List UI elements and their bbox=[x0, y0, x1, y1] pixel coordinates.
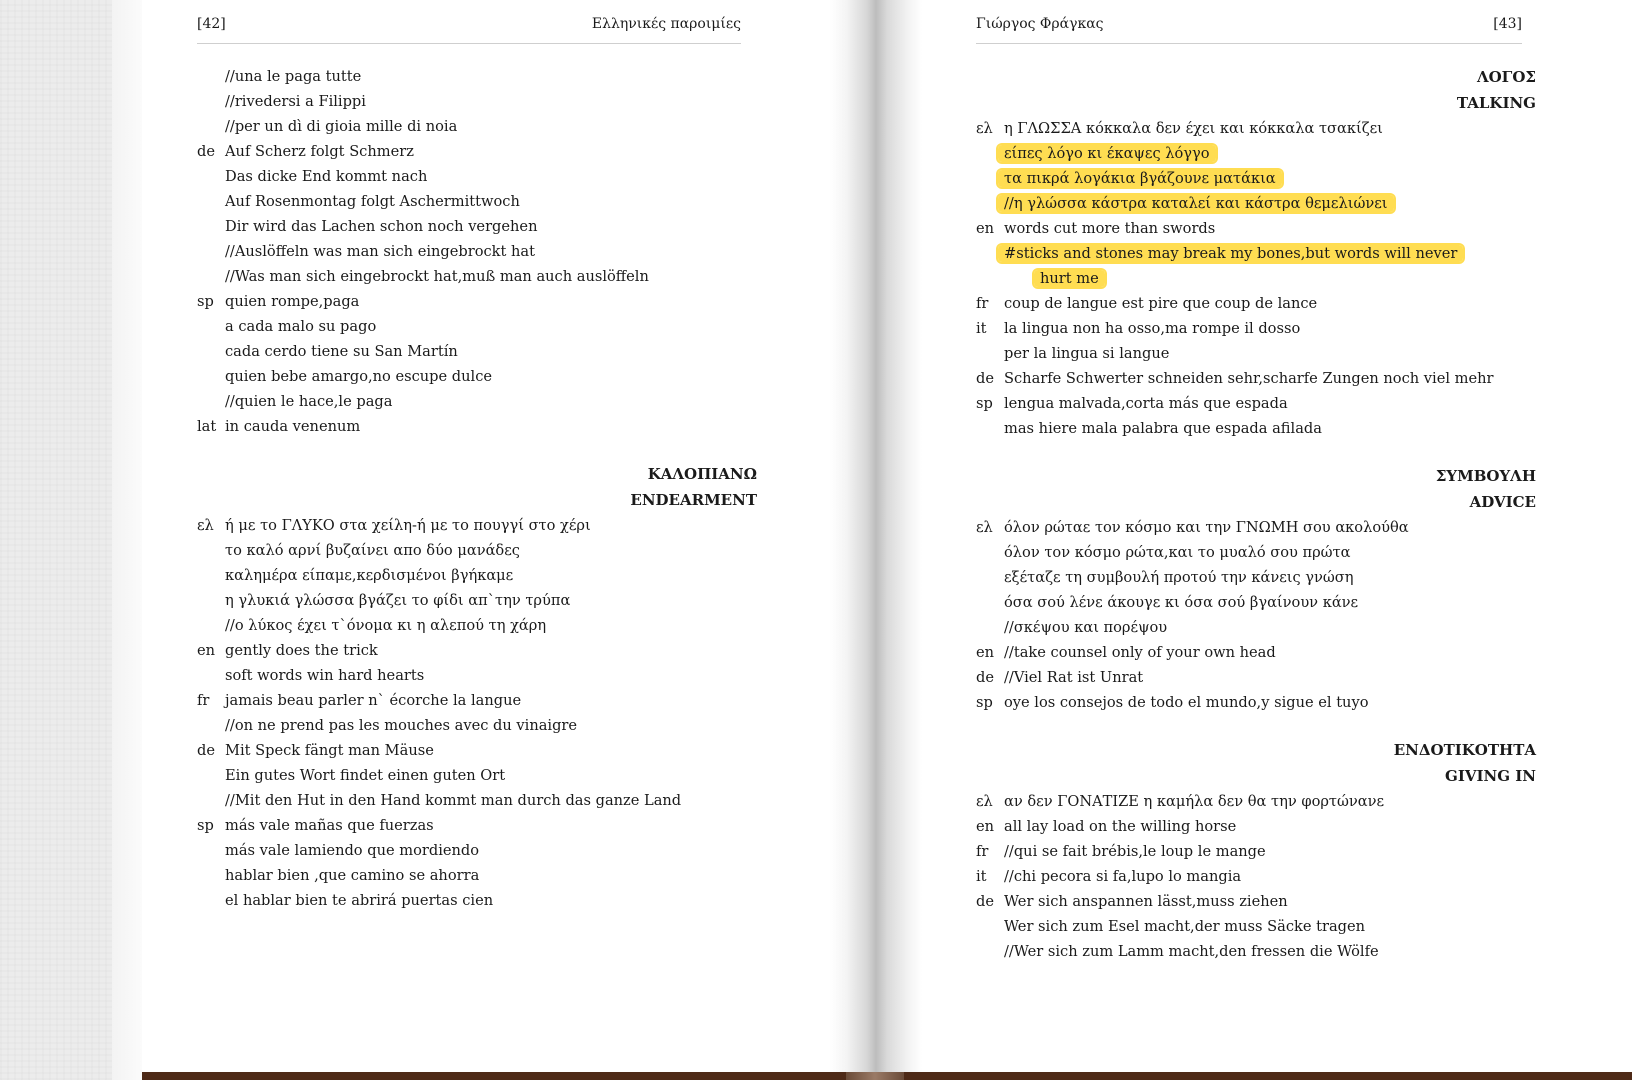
language-code: sp bbox=[976, 694, 993, 711]
proverb-text: όλον τον κόσμο ρώτα,και το μυαλό σου πρώτα bbox=[1004, 544, 1351, 561]
proverb-text: más vale lamiendo que mordiendo bbox=[225, 842, 480, 859]
language-code: de bbox=[976, 669, 994, 686]
language-code: sp bbox=[197, 293, 214, 310]
proverb-line[interactable] bbox=[976, 665, 1536, 690]
proverb-line[interactable] bbox=[197, 638, 757, 663]
proverb-text: words cut more than swords bbox=[1004, 220, 1216, 237]
proverb-line[interactable] bbox=[197, 64, 757, 89]
proverb-list bbox=[197, 513, 757, 913]
proverb-text: καλημέρα είπαμε,κερδισμένοι βγήκαμε bbox=[225, 567, 514, 584]
proverb-text: hablar bien ,que camino se ahorra bbox=[225, 867, 480, 884]
proverb-line[interactable] bbox=[197, 688, 757, 713]
proverb-text: //ο λύκος έχει τ`όνομα κι η αλεπού τη χάρη bbox=[225, 617, 547, 634]
language-code: de bbox=[197, 143, 215, 160]
language-code: it bbox=[976, 320, 987, 337]
proverb-list bbox=[976, 789, 1536, 964]
proverb-text: //Mit den Hut in den Hand kommt man durch das ganze Land bbox=[225, 792, 682, 809]
proverb-text: a cada malo su pago bbox=[225, 318, 377, 335]
proverb-text: oye los consejos de todo el mundo,y sigue el tuyo bbox=[1004, 694, 1369, 711]
proverb-text: la lingua non ha osso,ma rompe il dosso bbox=[1004, 320, 1301, 337]
proverb-line[interactable] bbox=[197, 513, 757, 538]
proverb-text: lengua malvada,corta más que espada bbox=[1004, 395, 1288, 412]
proverb-line[interactable] bbox=[197, 389, 757, 414]
proverb-text: más vale mañas que fuerzas bbox=[225, 817, 434, 834]
page-number: [43] bbox=[1493, 16, 1522, 32]
proverb-line[interactable] bbox=[197, 314, 757, 339]
library-background bbox=[0, 0, 112, 1080]
proverb-text: η γλυκιά γλώσσα βγάζει το φίδι απ`την τρύπα bbox=[225, 592, 571, 609]
proverb-line[interactable] bbox=[197, 863, 757, 888]
language-code: en bbox=[976, 220, 995, 237]
language-code: fr bbox=[976, 295, 989, 312]
proverb-text: //Wer sich zum Lamm macht,den fressen die Wölfe bbox=[1004, 943, 1379, 960]
proverb-text: jamais beau parler n` écorche la langue bbox=[225, 692, 522, 709]
proverb-line[interactable] bbox=[197, 713, 757, 738]
proverb-line[interactable] bbox=[197, 563, 757, 588]
proverb-line[interactable] bbox=[197, 189, 757, 214]
section-title-greek: ΚΑΛΟΠΙΑΝΩ bbox=[647, 465, 757, 483]
page-body[interactable] bbox=[197, 64, 757, 913]
language-code: de bbox=[976, 370, 994, 387]
right-page[interactable] bbox=[904, 0, 1632, 1072]
proverb-line[interactable] bbox=[976, 515, 1536, 540]
proverb-line[interactable] bbox=[197, 339, 757, 364]
proverb-text: Scharfe Schwerter schneiden sehr,scharfe Zungen noch viel mehr bbox=[1004, 370, 1494, 387]
proverb-text: αν δεν ΓΟΝΑΤΙΖΕ η καμήλα δεν θα την φορτώνανε bbox=[1004, 793, 1385, 810]
proverb-text: cada cerdo tiene su San Martín bbox=[225, 343, 458, 360]
proverb-text: quien rompe,paga bbox=[225, 293, 360, 310]
page-margin-shadow bbox=[112, 0, 142, 1080]
proverb-text: //quien le hace,le paga bbox=[225, 393, 393, 410]
section-title-greek: ΣΥΜΒΟΥΛΗ bbox=[1435, 467, 1536, 485]
highlighted-text: //η γλώσσα κάστρα καταλεί και κάστρα θεμελιώνει bbox=[998, 195, 1394, 212]
proverb-line[interactable] bbox=[197, 738, 757, 763]
proverb-text: in cauda venenum bbox=[225, 418, 361, 435]
proverb-line[interactable] bbox=[197, 788, 757, 813]
proverb-line[interactable] bbox=[976, 266, 1536, 291]
proverb-text: per la lingua si langue bbox=[1004, 345, 1170, 362]
highlighted-text: τα πικρά λογάκια βγάζουνε ματάκια bbox=[998, 170, 1282, 187]
page-base bbox=[904, 1072, 1632, 1080]
proverb-line[interactable] bbox=[976, 889, 1536, 914]
proverb-text: Auf Scherz folgt Schmerz bbox=[225, 143, 414, 160]
language-code: sp bbox=[976, 395, 993, 412]
section-title-greek: ΕΝΔΟΤΙΚΟΤΗΤΑ bbox=[1393, 741, 1536, 759]
proverb-text: Auf Rosenmontag folgt Aschermittwoch bbox=[225, 193, 520, 210]
language-code: en bbox=[976, 818, 995, 835]
proverb-text: all lay load on the willing horse bbox=[1004, 818, 1237, 835]
proverb-line[interactable] bbox=[976, 640, 1536, 665]
language-code: ελ bbox=[976, 519, 993, 536]
language-code: de bbox=[976, 893, 994, 910]
proverb-line[interactable] bbox=[197, 89, 757, 114]
highlighted-text: hurt me bbox=[1034, 270, 1105, 287]
proverb-text: //Viel Rat ist Unrat bbox=[1004, 669, 1144, 686]
proverb-line[interactable] bbox=[197, 264, 757, 289]
proverb-line[interactable] bbox=[197, 838, 757, 863]
running-title: Γιώργος Φράγκας bbox=[976, 16, 1104, 32]
language-code: en bbox=[976, 644, 995, 661]
highlighted-text: #sticks and stones may break my bones,but words will never bbox=[998, 245, 1463, 262]
proverb-line[interactable] bbox=[976, 191, 1536, 216]
proverb-text: //qui se fait brébis,le loup le mange bbox=[1004, 843, 1266, 860]
proverb-list bbox=[976, 116, 1536, 441]
proverb-line[interactable] bbox=[976, 839, 1536, 864]
proverb-line[interactable] bbox=[976, 914, 1536, 939]
language-code: ελ bbox=[197, 517, 214, 534]
page-header bbox=[197, 16, 741, 44]
proverb-text: gently does the trick bbox=[225, 642, 378, 659]
proverb-line[interactable] bbox=[197, 588, 757, 613]
spine-base bbox=[846, 1072, 904, 1080]
proverb-text: el hablar bien te abrirá puertas cien bbox=[225, 892, 494, 909]
language-code: fr bbox=[976, 843, 989, 860]
proverb-line[interactable] bbox=[197, 414, 757, 439]
left-page[interactable] bbox=[142, 0, 846, 1072]
proverb-text: //take counsel only of your own head bbox=[1004, 644, 1276, 661]
proverb-list bbox=[197, 64, 757, 439]
proverb-line[interactable] bbox=[197, 139, 757, 164]
proverb-line[interactable] bbox=[976, 341, 1536, 366]
proverb-text: //una le paga tutte bbox=[225, 68, 362, 85]
proverb-line[interactable] bbox=[197, 214, 757, 239]
language-code: de bbox=[197, 742, 215, 759]
proverb-line[interactable] bbox=[197, 164, 757, 189]
highlighted-text: είπες λόγο κι έκαψες λόγγο bbox=[998, 145, 1216, 162]
proverb-line[interactable] bbox=[976, 789, 1536, 814]
proverb-text: //rivedersi a Filippi bbox=[225, 93, 366, 110]
proverb-text: //σκέψου και πορέψου bbox=[1004, 619, 1168, 636]
proverb-line[interactable] bbox=[976, 116, 1536, 141]
proverb-line[interactable] bbox=[197, 888, 757, 913]
proverb-line[interactable] bbox=[976, 690, 1536, 715]
proverb-text: Das dicke End kommt nach bbox=[225, 168, 428, 185]
proverb-text: η ΓΛΩΣΣΑ κόκκαλα δεν έχει και κόκκαλα τσακίζει bbox=[1004, 120, 1383, 137]
proverb-text: //Was man sich eingebrockt hat,muß man auch auslöffeln bbox=[225, 268, 649, 285]
proverb-line[interactable] bbox=[976, 615, 1536, 640]
proverb-line[interactable] bbox=[197, 289, 757, 314]
page-header bbox=[976, 16, 1522, 44]
proverb-line[interactable] bbox=[197, 239, 757, 264]
proverb-text: όλον ρώταε τον κόσμο και την ΓΝΩΜΗ σου ακολούθα bbox=[1004, 519, 1409, 536]
proverb-text: το καλό αρνί βυζαίνει απο δύο μανάδες bbox=[225, 542, 520, 559]
running-title: Ελληνικές παροιμίες bbox=[591, 16, 741, 32]
proverb-text: Ein gutes Wort findet einen guten Ort bbox=[225, 767, 506, 784]
proverb-text: coup de langue est pire que coup de lance bbox=[1004, 295, 1318, 312]
proverb-line[interactable] bbox=[976, 939, 1536, 964]
section-title-greek: ΛΟΓΟΣ bbox=[1476, 68, 1536, 86]
proverb-text: //chi pecora si fa,lupo lo mangia bbox=[1004, 868, 1242, 885]
proverb-line[interactable] bbox=[197, 538, 757, 563]
proverb-text: εξέταζε τη συμβουλή προτού την κάνεις γνώση bbox=[1004, 569, 1354, 586]
proverb-line[interactable] bbox=[976, 814, 1536, 839]
language-code: ελ bbox=[976, 793, 993, 810]
proverb-text: mas hiere mala palabra que espada afilada bbox=[1004, 420, 1322, 437]
proverb-line[interactable] bbox=[976, 141, 1536, 166]
proverb-text: //on ne prend pas les mouches avec du vinaigre bbox=[225, 717, 578, 734]
page-number: [42] bbox=[197, 16, 226, 32]
section-title-english: ADVICE bbox=[1469, 493, 1536, 511]
language-code: fr bbox=[197, 692, 210, 709]
proverb-text: //Auslöffeln was man sich eingebrockt hat bbox=[225, 243, 535, 260]
proverb-line[interactable] bbox=[976, 166, 1536, 191]
proverb-list bbox=[976, 515, 1536, 715]
proverb-line[interactable] bbox=[976, 864, 1536, 889]
proverb-line[interactable] bbox=[197, 763, 757, 788]
proverb-line[interactable] bbox=[197, 613, 757, 638]
section-title-english: GIVING IN bbox=[1445, 767, 1536, 785]
proverb-text: Dir wird das Lachen schon noch vergehen bbox=[225, 218, 538, 235]
proverb-line[interactable] bbox=[976, 416, 1536, 441]
page-body[interactable] bbox=[976, 64, 1536, 964]
book-spine bbox=[830, 0, 922, 1072]
language-code: ελ bbox=[976, 120, 993, 137]
language-code: it bbox=[976, 868, 987, 885]
language-code: en bbox=[197, 642, 216, 659]
proverb-line[interactable] bbox=[976, 590, 1536, 615]
language-code: lat bbox=[197, 418, 217, 435]
proverb-line[interactable] bbox=[976, 291, 1536, 316]
page-base bbox=[142, 1072, 846, 1080]
proverb-line[interactable] bbox=[976, 565, 1536, 590]
proverb-line[interactable] bbox=[976, 391, 1536, 416]
proverb-line[interactable] bbox=[197, 813, 757, 838]
proverb-line[interactable] bbox=[197, 114, 757, 139]
proverb-line[interactable] bbox=[976, 316, 1536, 341]
proverb-text: //per un dì di gioia mille di noia bbox=[225, 118, 458, 135]
proverb-text: όσα σού λένε άκουγε κι όσα σού βγαίνουν κάνε bbox=[1004, 594, 1359, 611]
proverb-text: Mit Speck fängt man Mäuse bbox=[225, 742, 434, 759]
section-title-english: TALKING bbox=[1456, 94, 1536, 112]
language-code: sp bbox=[197, 817, 214, 834]
proverb-line[interactable] bbox=[976, 540, 1536, 565]
proverb-text: soft words win hard hearts bbox=[225, 667, 425, 684]
proverb-text: quien bebe amargo,no escupe dulce bbox=[225, 368, 493, 385]
proverb-text: Wer sich zum Esel macht,der muss Säcke tragen bbox=[1004, 918, 1366, 935]
section-title-english: ENDEARMENT bbox=[630, 491, 757, 509]
proverb-text: ή με το ΓΛΥΚΟ στα χείλη-ή με το πουγγί στο χέρι bbox=[225, 517, 591, 534]
proverb-line[interactable] bbox=[976, 366, 1536, 391]
proverb-line[interactable] bbox=[197, 663, 757, 688]
proverb-text: Wer sich anspannen lässt,muss ziehen bbox=[1004, 893, 1288, 910]
proverb-line[interactable] bbox=[976, 241, 1536, 266]
proverb-line[interactable] bbox=[197, 364, 757, 389]
proverb-line[interactable] bbox=[976, 216, 1536, 241]
